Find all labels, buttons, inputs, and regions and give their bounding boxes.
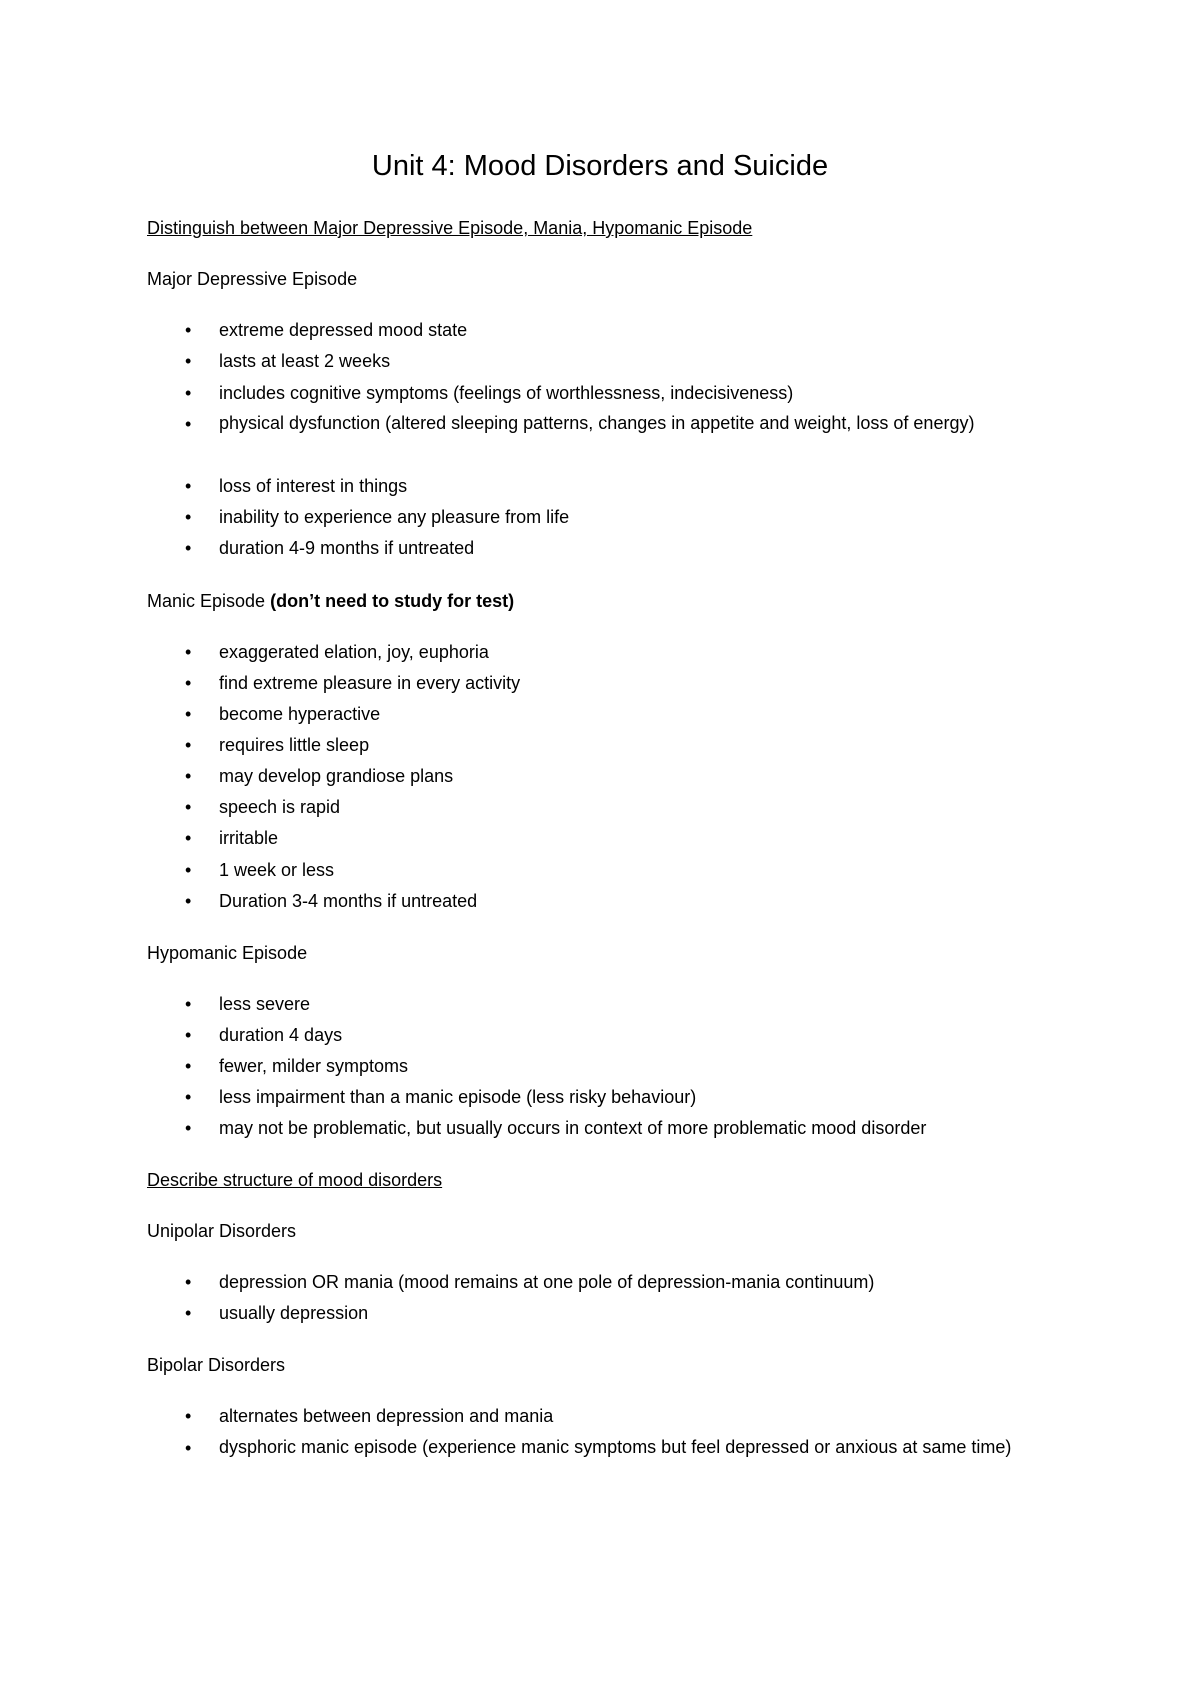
bullet-icon: • <box>185 1056 192 1076</box>
document-title: Unit 4: Mood Disorders and Suicide <box>371 150 829 182</box>
subheading-unipolar: Unipolar Disorders <box>147 1221 297 1241</box>
bullet-icon: • <box>185 860 192 880</box>
list-item: find extreme pleasure in every activity <box>219 673 521 693</box>
list-item: inability to experience any pleasure from life <box>219 507 570 527</box>
list-item: less severe <box>219 994 311 1014</box>
bullet-icon: • <box>185 642 192 662</box>
bullet-icon: • <box>185 994 192 1014</box>
list-item: less impairment than a manic episode (less risky behaviour) <box>219 1087 697 1107</box>
subheading-bipolar: Bipolar Disorders <box>147 1355 286 1375</box>
list-item: dysphoric manic episode (experience manic symptoms but feel depressed or anxious at same time) <box>219 1437 1012 1457</box>
manic-note: (don’t need to study for test) <box>270 591 515 611</box>
bullet-icon: • <box>185 828 192 848</box>
bullet-icon: • <box>185 538 192 558</box>
section-heading-distinguish: Distinguish between Major Depressive Episode, Mania, Hypomanic Episode <box>147 218 753 238</box>
bullet-icon: • <box>185 351 192 371</box>
bullet-icon: • <box>185 320 192 340</box>
list-item: exaggerated elation, joy, euphoria <box>219 642 489 662</box>
list-item: duration 4 days <box>219 1025 343 1045</box>
bullet-icon: • <box>185 766 192 786</box>
subheading-major-depressive: Major Depressive Episode <box>147 269 358 289</box>
list-item: Duration 3-4 months if untreated <box>219 891 478 911</box>
list-item: extreme depressed mood state <box>219 320 468 340</box>
subheading-hypomanic: Hypomanic Episode <box>147 943 308 963</box>
list-item: includes cognitive symptoms (feelings of worthlessness, indecisiveness) <box>219 383 794 403</box>
bullet-icon: • <box>185 383 192 403</box>
list-item: fewer, milder symptoms <box>219 1056 409 1076</box>
bullet-icon: • <box>185 891 192 911</box>
bullet-icon: • <box>185 1272 192 1292</box>
list-item: depression OR mania (mood remains at one pole of depression-mania continuum) <box>219 1272 875 1292</box>
list-item: may develop grandiose plans <box>219 766 454 786</box>
bullet-icon: • <box>185 476 192 496</box>
list-item: speech is rapid <box>219 797 341 817</box>
bullet-icon: • <box>185 1025 192 1045</box>
list-item: become hyperactive <box>219 704 381 724</box>
list-item: loss of interest in things <box>219 476 408 496</box>
bullet-icon: • <box>185 797 192 817</box>
list-item: 1 week or less <box>219 860 335 880</box>
bullet-icon: • <box>185 735 192 755</box>
bullet-icon: • <box>185 1303 192 1323</box>
bullet-icon: • <box>185 507 192 527</box>
subheading-manic <box>147 589 514 613</box>
list-item: alternates between depression and mania <box>219 1406 554 1426</box>
bullet-icon: • <box>185 704 192 724</box>
manic-heading-text: Manic Episode <box>147 591 266 611</box>
list-item: lasts at least 2 weeks <box>219 351 391 371</box>
list-item: physical dysfunction (altered sleeping patterns, changes in appetite and weight, loss of energy) <box>219 413 975 433</box>
section-heading-structure: Describe structure of mood disorders <box>147 1170 443 1190</box>
list-item: may not be problematic, but usually occurs in context of more problematic mood disorder <box>219 1118 927 1138</box>
list-item: duration 4-9 months if untreated <box>219 538 475 558</box>
list-item: usually depression <box>219 1303 369 1323</box>
bullet-icon: • <box>185 1406 192 1426</box>
bullet-icon: • <box>185 673 192 693</box>
bullet-icon: • <box>185 1087 192 1107</box>
bullet-icon: • <box>185 414 192 434</box>
bullet-icon: • <box>185 1438 192 1458</box>
list-item: irritable <box>219 828 279 848</box>
bullet-icon: • <box>185 1118 192 1138</box>
list-item: requires little sleep <box>219 735 370 755</box>
